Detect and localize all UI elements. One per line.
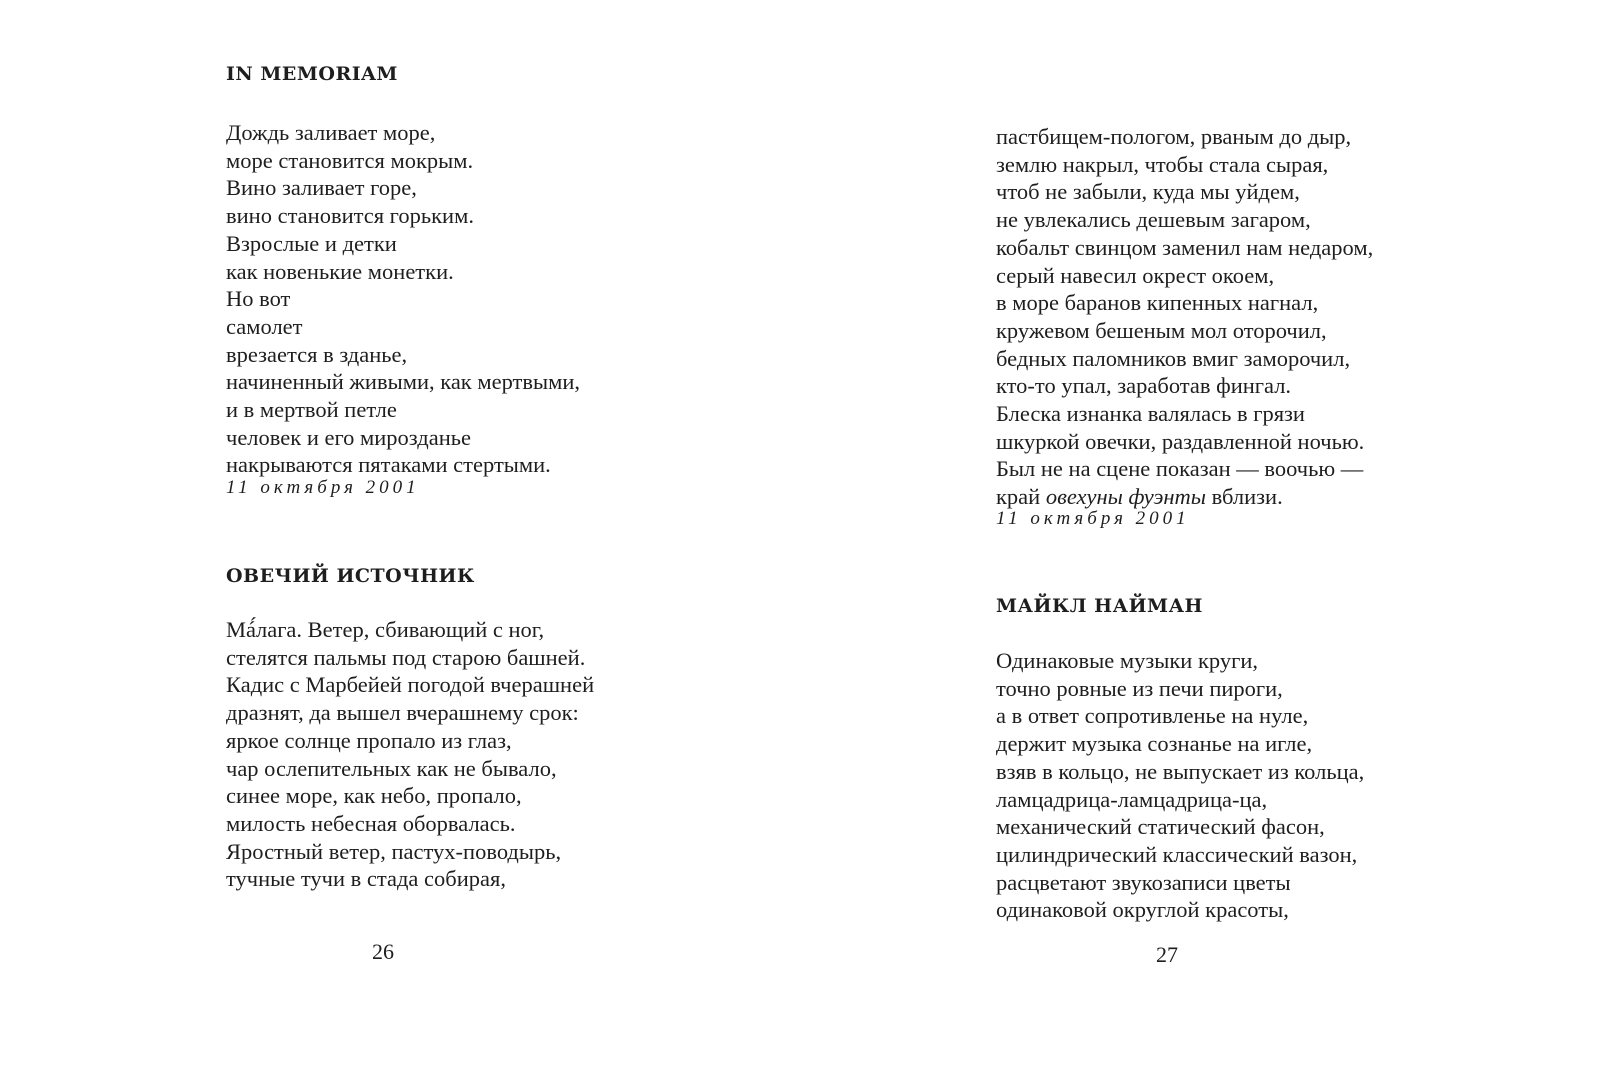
poem-line-italic-text: овехуны фуэнты [1045, 484, 1207, 510]
poem-line: расцветают звукозаписи цветы [996, 869, 1291, 895]
poem-line: и в мертвой петле [226, 397, 397, 423]
poem-line: вино становится горьким. [226, 203, 474, 229]
poem-title-in-memoriam: IN MEMORIAM [226, 63, 398, 85]
page-number: 26 [372, 939, 394, 964]
poem-line-text: край [996, 484, 1046, 510]
poem-in-memoriam-text [226, 119, 580, 479]
poem-line: как новенькие монетки. [226, 258, 454, 284]
poem-line: Кадис с Марбейей погодой вчерашней [226, 672, 595, 698]
poem-line: море становится мокрым. [226, 147, 474, 173]
poem-date: 11 октября 2001 [996, 508, 1190, 529]
poem-line: тучные тучи в стада собирая, [226, 866, 506, 892]
poem-continuation-text [996, 123, 1373, 511]
poem-line: Дождь заливает море, [226, 120, 436, 145]
poem-title-maykl-nayman: МАЙКЛ НАЙМАН [996, 595, 1203, 617]
poem-line: точно ровные из печи пироги, [996, 675, 1283, 701]
poem-line: взяв в кольцо, не выпускает из кольца, [996, 758, 1365, 784]
poem-date: 11 октября 2001 [226, 477, 420, 498]
poem-line: врезается в зданье, [226, 341, 408, 367]
poem-ovechiy-istochnik-text [226, 616, 594, 893]
poem-line: не увлекались дешевым загаром, [996, 207, 1311, 233]
poem-line: ламцадрица-ламцадрица-ца, [996, 786, 1268, 812]
poem-line: самолет [226, 313, 303, 339]
poem-line: дразнят, да вышел вчерашнему срок: [226, 700, 579, 726]
poem-line: человек и его мирозданье [226, 424, 471, 450]
poem-line: Был не на сцене показан — воочью — [996, 456, 1364, 482]
poem-line: чтоб не забыли, куда мы уйдем, [996, 179, 1300, 205]
poem-line-text: вблизи. [1206, 484, 1283, 510]
poem-line: пастбищем-пологом, рваным до дыр, [996, 124, 1352, 149]
poem-line: синее море, как небо, пропало, [226, 783, 522, 809]
poem-line: милость небесная оборвалась. [226, 810, 516, 836]
poem-line: одинаковой округлой красоты, [996, 897, 1289, 923]
poem-line: стелятся пальмы под старою башней. [226, 644, 586, 670]
poem-line: серый навесил окрест окоем, [996, 262, 1275, 288]
poem-title-ovechiy-istochnik: ОВЕЧИЙ ИСТОЧНИК [226, 565, 475, 587]
poem-line: в море баранов кипенных нагнал, [996, 290, 1319, 316]
poem-line: Взрослые и детки [226, 230, 397, 256]
poem-line: Одинаковые музыки круги, [996, 648, 1258, 673]
poem-line: кружевом бешеным мол оторочил, [996, 317, 1327, 343]
poem-line: Блеска изнанка валялась в грязи [996, 401, 1305, 427]
poem-line: яркое солнце пропало из глаз, [226, 727, 512, 753]
poem-line: начиненный живыми, как мертвыми, [226, 369, 581, 395]
poem-line: Má́лага. Ветер, сбивающий с ног, [226, 617, 545, 642]
poem-line: землю накрыл, чтобы стала сырая, [996, 151, 1329, 177]
poem-line: Вино заливает горе, [226, 175, 417, 201]
poem-line: кто-то упал, заработав фингал. [996, 373, 1292, 399]
poem-line [996, 483, 1373, 511]
poem-line: Но вот [226, 286, 291, 312]
poem-line: держит музыка сознанье на игле, [996, 731, 1313, 757]
poem-line: Яростный ветер, пастух-поводырь, [226, 838, 562, 864]
poem-line: бедных паломников вмиг заморочил, [996, 345, 1351, 371]
poem-line: а в ответ сопротивленье на нуле, [996, 703, 1309, 729]
poem-line: чар ослепительных как не бывало, [226, 755, 557, 781]
poem-line: шкуркой овечки, раздавленной ночью. [996, 428, 1365, 454]
page-number: 27 [1156, 942, 1178, 967]
poem-line: накрываются пятаками стертыми. [226, 452, 551, 478]
poem-line: механический статический фасон, [996, 814, 1325, 840]
poem-line: кобальт свинцом заменил нам недаром, [996, 234, 1374, 260]
poem-line: цилиндрический классический вазон, [996, 841, 1358, 867]
poem-maykl-nayman-text [996, 647, 1364, 924]
